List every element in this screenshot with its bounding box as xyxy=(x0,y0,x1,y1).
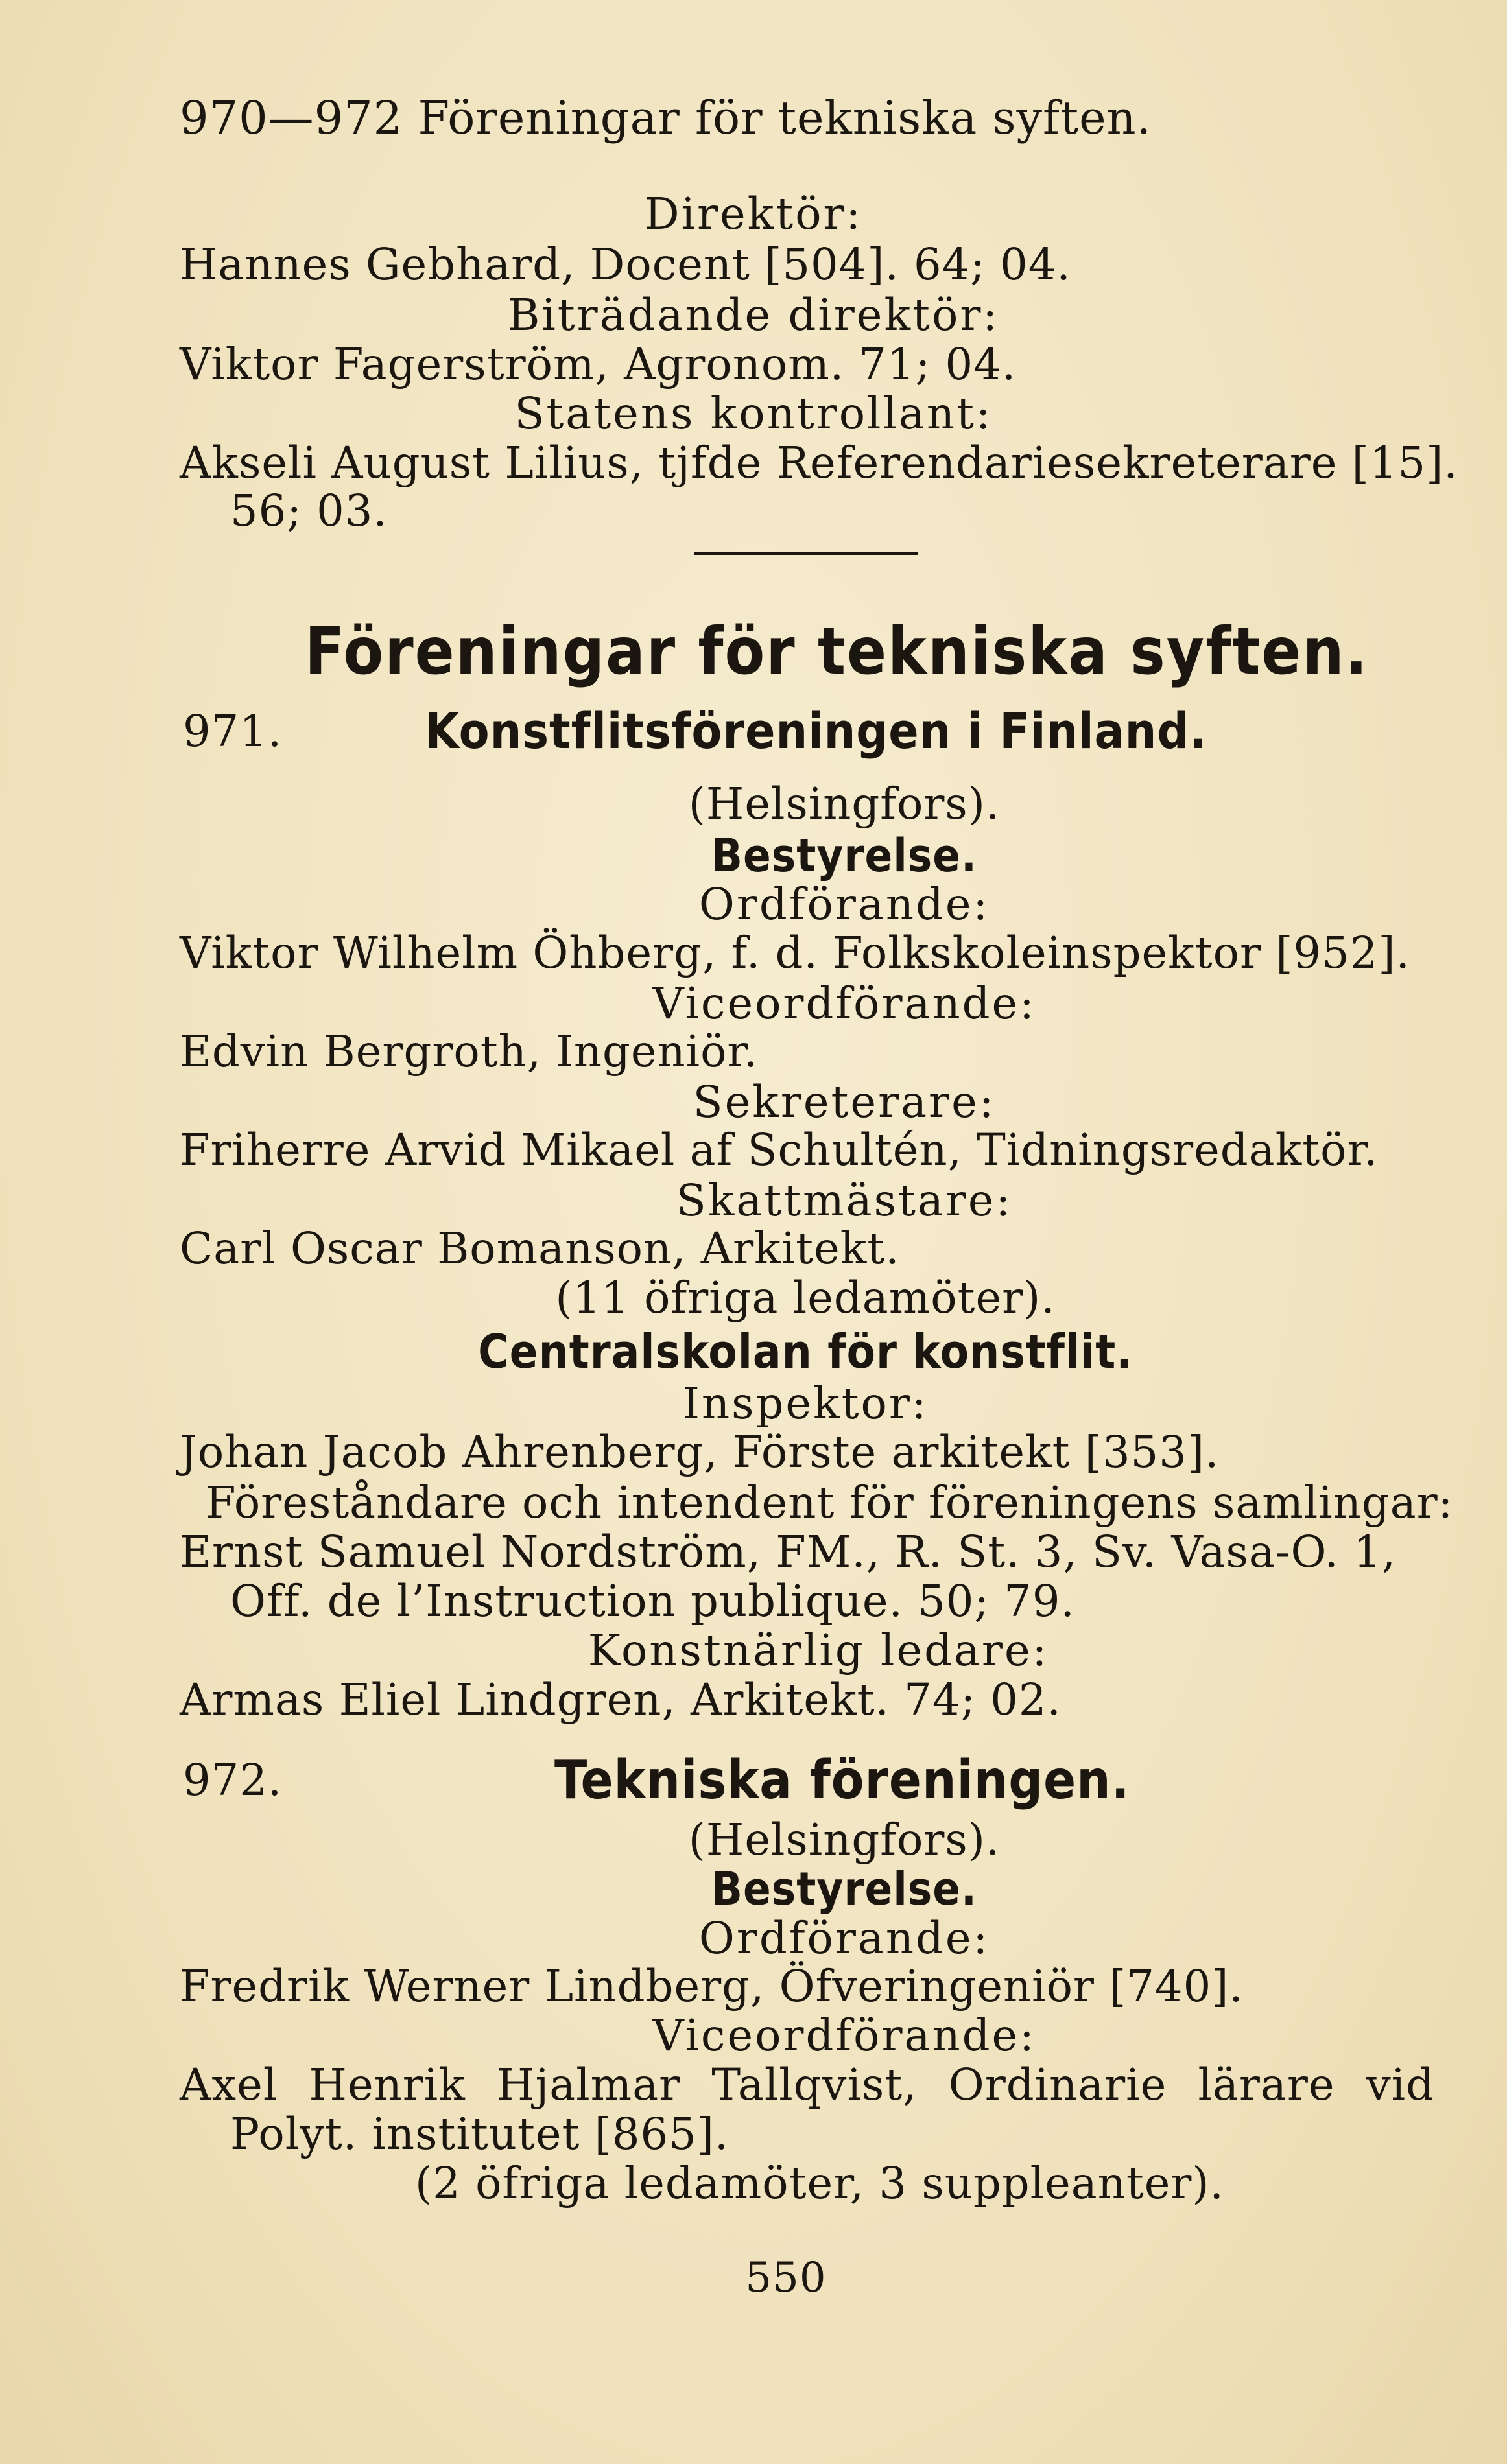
school-title: Centralskolan för konstflit. xyxy=(478,1324,1133,1379)
section-title: Föreningar för tekniska syften. xyxy=(305,613,1369,689)
treasurer-971: Carl Oscar Bomanson, Arkitekt. xyxy=(180,1223,900,1274)
role-artistic-director: Konstnärlig ledare: xyxy=(587,1625,1049,1676)
state-controller-name: Akseli August Lilius, tjfde Referendariesekreterare [15]. xyxy=(180,438,1458,488)
other-members-971: (11 öfriga ledamöter). xyxy=(555,1273,1056,1323)
role-inspector: Inspektor: xyxy=(682,1378,929,1429)
role-secretary-971: Sekreterare: xyxy=(693,1077,996,1127)
entry-number-971: 971. xyxy=(183,706,283,757)
deputy-director-name: Viktor Fagerström, Agronom. 71; 04. xyxy=(180,339,1017,390)
role-chair-972: Ordförande: xyxy=(698,1913,990,1964)
page-number: 550 xyxy=(745,2254,827,2302)
inspector-name: Johan Jacob Ahrenberg, Förste arkitekt [353]. xyxy=(180,1427,1220,1477)
running-head: 970—972 Föreningar för tekniska syften. xyxy=(180,91,1152,145)
role-chair-971: Ordförande: xyxy=(698,879,990,930)
state-controller-years: 56; 03. xyxy=(230,486,388,536)
role-vice-chair-971: Viceordförande: xyxy=(652,978,1036,1029)
section-divider xyxy=(694,552,918,555)
society-name-972: Tekniska föreningen. xyxy=(554,1750,1130,1811)
vice-chair-972: Axel Henrik Hjalmar Tallqvist, Ordinarie lärare vid xyxy=(180,2059,1434,2110)
director-name: Hannes Gebhard, Docent [504]. 64; 04. xyxy=(180,239,1071,290)
artistic-director-name: Armas Eliel Lindgren, Arkitekt. 74; 02. xyxy=(180,1674,1062,1725)
manager-name: Ernst Samuel Nordström, FM., R. St. 3, Sv. Vasa-O. 1, xyxy=(180,1527,1397,1577)
entry-number-972: 972. xyxy=(183,1755,283,1805)
other-members-972: (2 öfriga ledamöter, 3 suppleanter). xyxy=(415,2158,1224,2209)
secretary-971: Friherre Arvid Mikael af Schultén, Tidningsredaktör. xyxy=(180,1125,1379,1175)
role-director: Direktör: xyxy=(644,189,863,239)
role-treasurer-971: Skattmästare: xyxy=(676,1175,1013,1226)
role-state-controller: Statens kontrollant: xyxy=(514,388,993,439)
vice-chair-971: Edvin Bergroth, Ingeniör. xyxy=(180,1026,759,1077)
society-name-971: Konstflitsföreningen i Finland. xyxy=(425,702,1207,760)
board-heading-972: Bestyrelse. xyxy=(711,1862,977,1916)
vice-chair-972-cont: Polyt. institutet [865]. xyxy=(230,2109,730,2159)
board-heading-971: Bestyrelse. xyxy=(711,829,977,882)
chair-971: Viktor Wilhelm Öhberg, f. d. Folkskoleinspektor [952]. xyxy=(180,928,1410,978)
manager-honours: Off. de l’Instruction publique. 50; 79. xyxy=(230,1576,1075,1626)
role-vice-chair-972: Viceordförande: xyxy=(652,2010,1036,2061)
city-972: (Helsingfors). xyxy=(688,1814,1001,1865)
role-manager: Föreståndare och intendent för föreningens samlingar: xyxy=(206,1477,1454,1528)
chair-972: Fredrik Werner Lindberg, Öfveringeniör [740]. xyxy=(180,1961,1244,2012)
city-971: (Helsingfors). xyxy=(688,779,1001,829)
role-deputy-director: Biträdande direktör: xyxy=(508,290,999,340)
